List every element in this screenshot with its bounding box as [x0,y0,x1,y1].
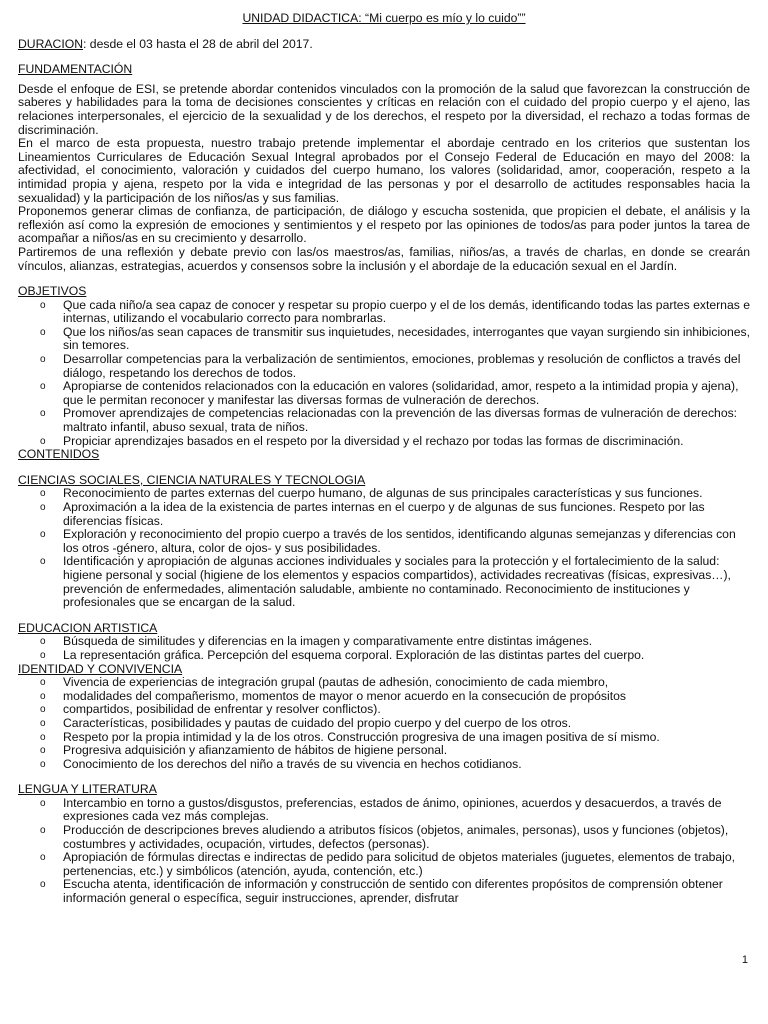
list-item-text: compartidos, posibilidad de enfrentar y resolver conflictos). [63,702,381,717]
list-item [18,676,750,690]
objetivos-heading: OBJETIVOS [18,284,87,299]
bullet-circle-icon: o [40,529,46,541]
lengua-list [18,797,750,906]
list-item [18,487,750,501]
list-item-text: Identificación y apropiación de algunas acciones individuales y sociales para la protección y el fortalecimiento de la salud: higiene personal y social (higiene de los elementos y espacios compartidos), actividades recreativas (físicas, expresivas…), prevención de enfermedades, alimentación saludable, ambiente no contaminado. Reconocimiento de instituciones y profesionales que se encargan de la salud. [63,554,731,610]
list-item-text: Respeto por la propia intimidad y la de los otros. Construcción progresiva de una imagen positiva de sí mismo. [63,729,660,744]
bullet-circle-icon: o [40,649,46,661]
list-item [18,555,750,609]
list-item-text: Búsqueda de similitudes y diferencias en la imagen y comparativamente entre distintas imágenes. [63,634,593,649]
page-number: 1 [741,954,748,967]
list-item-text: Intercambio en torno a gustos/disgustos, preferencias, estados de ánimo, opiniones, acuerdos y desacuerdos, a través de expresiones cada vez más complejas. [63,795,722,824]
list-item [18,797,750,824]
bullet-circle-icon: o [40,488,46,500]
list-item-text: Propiciar aprendizajes basados en el respeto por la diversidad y el rechazo por todas las formas de discriminación. [63,433,684,448]
list-item [18,878,750,905]
identidad-heading: IDENTIDAD Y CONVIVENCIA [18,661,183,676]
bullet-circle-icon: o [40,502,46,513]
list-item [18,703,750,717]
bullet-circle-icon: o [40,636,46,648]
bullet-circle-icon: o [40,879,46,891]
list-item-text: Reconocimiento de partes externas del cuerpo humano, de algunas de sus principales características y sus funciones. [63,486,703,501]
list-item [18,717,750,731]
bullet-circle-icon: o [40,435,46,447]
list-item-text: Desarrollar competencias para la verbalización de sentimientos, emociones, problemas y resolución de conflictos a través del diálogo, respetando los derechos de todos. [63,352,741,380]
list-item [18,528,750,555]
list-item-text: Producción de descripciones breves aludiendo a atributos físicos (objetos, animales, personas), usos y funciones (objetos), costumbres y actividades, ocupación, virtudes, defectos (personas). [63,823,729,851]
list-item-text: Aproximación a la idea de la existencia de partes internas en el cuerpo y de algunas de sus funciones. Respeto por las diferencias físicas. [63,500,705,528]
fundamentacion-paragraph: Proponemos generar climas de confianza, de participación, de diálogo y escucha sostenida, que propicien el debate, el análisis y la reflexión así como la expresión de emociones y sentimientos y el respeto por las opiniones de todos/as para poder juntos la tarea de acompañar a niños/as en su crecimiento y desarrollo. [18,204,750,246]
ciencias-heading: CIENCIAS SOCIALES, CIENCIA NATURALES Y TECNOLOGIA [18,472,366,487]
list-item-text: Progresiva adquisición y afianzamiento de hábitos de higiene personal. [63,743,448,758]
bullet-circle-icon: o [40,326,46,338]
fundamentacion-body [18,83,750,273]
list-item-text: Que los niños/as sean capaces de transmitir sus inquietudes, necesidades, interrogantes que vayan surgiendo sin inhibiciones, sin temores. [63,324,750,353]
duracion-line [18,38,750,52]
list-item-text: Promover aprendizajes de competencias relacionadas con la prevención de las diversas formas de vulneración de derechos: maltrato infantil, abuso sexual, trata de niños. [63,406,738,435]
list-item [18,649,750,663]
duracion-text: : desde el 03 hasta el 28 de abril del 2017. [83,36,313,51]
list-item-text: Características, posibilidades y pautas de cuidado del propio cuerpo y del cuerpo de los otros. [63,715,572,730]
bullet-circle-icon: o [40,758,46,770]
list-item [18,744,750,758]
list-item-text: La representación gráfica. Percepción del esquema corporal. Exploración de las distintas partes del cuerpo. [63,647,645,662]
list-item [18,407,750,434]
bullet-circle-icon: o [40,797,46,809]
list-item-text: Conocimiento de los derechos del niño a través de su vivencia en hechos cotidianos. [63,756,522,771]
list-item-text: Exploración y reconocimiento del propio cuerpo a través de los sentidos, identificando algunas semejanzas y diferencias con los otros -género, altura, color de ojos- y sus posibilidades. [63,527,736,555]
bullet-circle-icon: o [40,704,46,716]
list-item [18,353,750,380]
list-item-text: Vivencia de experiencias de integración grupal (pautas de adhesión, conocimiento de cada miembro, [63,675,609,690]
bullet-circle-icon: o [40,677,46,689]
identidad-list [18,676,750,771]
list-item [18,824,750,851]
contenidos-heading: CONTENIDOS [18,447,100,462]
list-item [18,758,750,772]
list-item [18,299,750,326]
bullet-circle-icon: o [40,825,46,837]
fundamentacion-paragraph: Desde el enfoque de ESI, se pretende abordar contenidos vinculados con la promoción de la salud que favorezcan la construcción de saberes y habilidades para la toma de decisiones conscientes y críticas en relación con el cuidado del propio cuerpo y el ajeno, las relaciones interpersonales, el ejercicio de la sexualidad y de los derechos, el respeto por la diversidad, el rechazo a todas formas de discriminación. [18,81,750,137]
duracion-label: DURACION [18,36,84,51]
bullet-circle-icon: o [40,408,46,420]
fundamentacion-paragraph: Partiremos de una reflexión y debate previo con las/os maestros/as, familias, niños/as, a través de charlas, en donde se crearán vínculos, alianzas, estrategias, acuerdos y consensos sobre la inclusión y el abordaje de la educación sexual en el Jardín. [18,244,750,273]
bullet-circle-icon: o [40,556,46,568]
list-item-text: Escucha atenta, identificación de información y construcción de sentido con diferentes propósitos de comprensión obtener información general o específica, seguir instrucciones, aprender, disfrutar [63,877,723,906]
list-item [18,690,750,704]
educacion-artistica-heading: EDUCACION ARTISTICA [18,620,158,635]
list-item [18,380,750,407]
bullet-circle-icon: o [40,381,46,393]
list-item [18,435,750,449]
bullet-circle-icon: o [40,354,46,366]
bullet-circle-icon: o [40,852,46,864]
bullet-circle-icon: o [40,731,46,743]
objetivos-list [18,299,750,449]
list-item [18,326,750,353]
list-item [18,731,750,745]
educacion-artistica-list [18,635,750,662]
list-item-text: Apropiarse de contenidos relacionados con la educación en valores (solidaridad, amor, respeto a la intimidad propia y ajena), que le permitan reconocer y manifestar las diversas formas de vulneración de derechos. [63,379,739,407]
bullet-circle-icon: o [40,690,46,702]
lengua-heading: LENGUA Y LITERATURA [18,782,157,797]
list-item-text: Que cada niño/a sea capaz de conocer y respetar su propio cuerpo y el de los demás, identificando todas las partes externas e internas, utilizando el vocabulario correcto para nombrarlas. [63,297,750,326]
list-item [18,635,750,649]
ciencias-list [18,487,750,609]
list-item-text: Apropiación de fórmulas directas e indirectas de pedido para solicitud de objetos materiales (juguetes, elementos de trabajo, pertenencias, etc.) y simbólicos (atención, ayuda, contención, etc.) [63,850,736,878]
list-item [18,501,750,528]
bullet-circle-icon: o [40,717,46,729]
bullet-circle-icon: o [40,299,46,311]
fundamentacion-heading: FUNDAMENTACIÓN [18,62,133,77]
document-content [18,12,750,906]
document-title: UNIDAD DIDACTICA: “Mi cuerpo es mío y lo cuido”” [242,11,526,25]
list-item-text: modalidades del compañerismo, momentos de mayor o menor acuerdo en la consecución de propósitos [63,688,626,703]
fundamentacion-paragraph: En el marco de esta propuesta, nuestro trabajo pretende implementar el abordaje centrado en los criterios que sustentan los Lineamientos Curriculares de Educación Sexual Integral aprobados por el Consejo Federal de Educación en mayo del 2008: la afectividad, el conocimiento, valoración y cuidados del cuerpo humano, los valores (solidaridad, amor, cooperación, respeto a la intimidad propia y ajena, respeto por la vida e integridad de las personas y por el desarrollo de actitudes responsables hacia la sexualidad) y la participación de los niños/as y sus familias. [18,136,750,205]
bullet-circle-icon: o [40,745,46,757]
list-item [18,851,750,878]
